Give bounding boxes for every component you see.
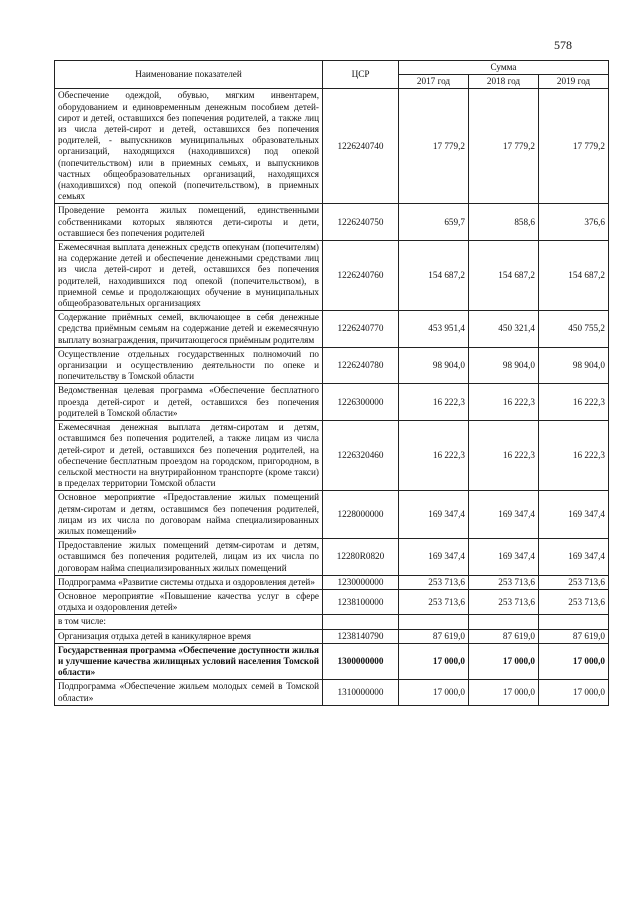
- row-value-2019: 16 222,3: [539, 384, 609, 421]
- row-name: Ведомственная целевая программа «Обеспечение бесплатного проезда детей-сирот и детей, оставшихся без попечения родителей в Томской области»: [55, 384, 323, 421]
- row-value-2018: 17 779,2: [469, 89, 539, 204]
- row-name: Ежемесячная денежная выплата детям-сиротам и детям, оставшимся без попечения родителей, а также лицам из числа детей-сирот и детей, оставшихся без попечения родителей, на обеспечение бесплатным проездом на городском, пригородном, в сельской местности на внутрирайонном транспорте (кроме такси) в пределах территории Томской области: [55, 421, 323, 491]
- row-value-2019: [539, 615, 609, 629]
- row-value-2019: 376,6: [539, 204, 609, 241]
- row-value-2017: 87 619,0: [399, 629, 469, 643]
- row-value-2018: 17 000,0: [469, 680, 539, 705]
- row-csr: 1228000000: [323, 491, 399, 539]
- row-csr: [323, 615, 399, 629]
- row-name: Содержание приёмных семей, включающее в себя денежные средства приёмным семьям на содержание детей и ежемесячную выплату вознаграждения, причитающегося приёмным родителям: [55, 311, 323, 348]
- row-csr: 1226240770: [323, 311, 399, 348]
- table-row: [55, 643, 609, 680]
- table-row: [55, 241, 609, 311]
- row-value-2017: 17 000,0: [399, 680, 469, 705]
- row-value-2017: 253 713,6: [399, 575, 469, 589]
- row-name: Обеспечение одеждой, обувью, мягким инвентарем, оборудованием и единовременным денежным пособием детей-сирот и детей, оставшихся без попечения родителей, а также лиц из числа детей-сирот и детей, оставшихся без попечения родителей, - выпускников муниципальных образовательных организаций, находящихся (находившихся) под опекой (попечительством) или в приемных семьях, и выпускников частных общеобразовательных организаций, находящихся (находившихся) под опекой (попечительством), в приемных семьях: [55, 89, 323, 204]
- row-value-2017: 453 951,4: [399, 311, 469, 348]
- table-row: [55, 384, 609, 421]
- row-value-2019: 253 713,6: [539, 589, 609, 614]
- row-value-2017: 17 000,0: [399, 643, 469, 680]
- row-value-2017: 169 347,4: [399, 491, 469, 539]
- row-csr: 1238100000: [323, 589, 399, 614]
- header-csr: ЦСР: [323, 61, 399, 89]
- row-value-2019: 17 000,0: [539, 643, 609, 680]
- row-value-2017: 253 713,6: [399, 589, 469, 614]
- row-name: Осуществление отдельных государственных полномочий по организации и осуществлению деятельности по опеке и попечительству в Томской области: [55, 347, 323, 384]
- header-name: Наименование показателей: [55, 61, 323, 89]
- row-name: Ежемесячная выплата денежных средств опекунам (попечителям) на содержание детей и обеспечение денежными средствами лиц из числа детей-сирот и детей, оставшихся без попечения родителей, находившихся под опекой (попечительством), в приемной семье и продолжающих обучение в муниципальных общеобразовательных организациях: [55, 241, 323, 311]
- page-number: 578: [554, 38, 572, 52]
- table-row: [55, 615, 609, 629]
- table-row: [55, 629, 609, 643]
- row-value-2019: 169 347,4: [539, 539, 609, 576]
- header-sum: Сумма: [399, 61, 609, 75]
- row-value-2018: 858,6: [469, 204, 539, 241]
- row-value-2019: 17 779,2: [539, 89, 609, 204]
- row-value-2018: 253 713,6: [469, 575, 539, 589]
- row-value-2018: 16 222,3: [469, 384, 539, 421]
- row-value-2018: [469, 615, 539, 629]
- row-value-2018: 253 713,6: [469, 589, 539, 614]
- table-row: [55, 539, 609, 576]
- row-value-2018: 450 321,4: [469, 311, 539, 348]
- table-body: [55, 89, 609, 705]
- row-value-2018: 17 000,0: [469, 643, 539, 680]
- table-row: [55, 421, 609, 491]
- row-value-2019: 17 000,0: [539, 680, 609, 705]
- row-value-2017: 154 687,2: [399, 241, 469, 311]
- row-csr: 12280R0820: [323, 539, 399, 576]
- row-name: Организация отдыха детей в каникулярное время: [55, 629, 323, 643]
- row-value-2017: 169 347,4: [399, 539, 469, 576]
- row-csr: 1230000000: [323, 575, 399, 589]
- row-csr: 1226300000: [323, 384, 399, 421]
- row-name: Проведение ремонта жилых помещений, единственными собственниками которых являются дети-сироты и дети, оставшиеся без попечения родителей: [55, 204, 323, 241]
- row-value-2018: 98 904,0: [469, 347, 539, 384]
- row-value-2017: 17 779,2: [399, 89, 469, 204]
- row-csr: 1300000000: [323, 643, 399, 680]
- row-value-2019: 98 904,0: [539, 347, 609, 384]
- row-csr: 1226240760: [323, 241, 399, 311]
- table-row: [55, 311, 609, 348]
- row-value-2017: 659,7: [399, 204, 469, 241]
- row-csr: 1226320460: [323, 421, 399, 491]
- table-row: [55, 589, 609, 614]
- table-row: [55, 89, 609, 204]
- row-csr: 1310000000: [323, 680, 399, 705]
- row-value-2019: 87 619,0: [539, 629, 609, 643]
- budget-table: [54, 60, 609, 706]
- row-csr: 1226240750: [323, 204, 399, 241]
- table-row: [55, 347, 609, 384]
- header-year-2019: 2019 год: [539, 75, 609, 89]
- row-csr: 1226240740: [323, 89, 399, 204]
- header-year-2017: 2017 год: [399, 75, 469, 89]
- row-name: Предоставление жилых помещений детям-сиротам и детям, оставшимся без попечения родителей, лицам из их числа по договорам найма специализированных жилых помещений: [55, 539, 323, 576]
- row-value-2018: 154 687,2: [469, 241, 539, 311]
- header-year-2018: 2018 год: [469, 75, 539, 89]
- row-value-2018: 16 222,3: [469, 421, 539, 491]
- row-name: Основное мероприятие «Предоставление жилых помещений детям-сиротам и детям, оставшимся без попечения родителей, лицам из их числа по договорам найма специализированных жилых помещений»: [55, 491, 323, 539]
- row-csr: 1226240780: [323, 347, 399, 384]
- row-name: Подпрограмма «Развитие системы отдыха и оздоровления детей»: [55, 575, 323, 589]
- row-value-2019: 169 347,4: [539, 491, 609, 539]
- table-row: [55, 491, 609, 539]
- table-row: [55, 680, 609, 705]
- table-row: [55, 204, 609, 241]
- row-csr: 1238140790: [323, 629, 399, 643]
- row-value-2017: 98 904,0: [399, 347, 469, 384]
- row-name: Основное мероприятие «Повышение качества услуг в сфере отдыха и оздоровления детей»: [55, 589, 323, 614]
- row-value-2018: 169 347,4: [469, 539, 539, 576]
- row-value-2019: 253 713,6: [539, 575, 609, 589]
- row-value-2018: 169 347,4: [469, 491, 539, 539]
- row-value-2017: 16 222,3: [399, 384, 469, 421]
- row-value-2019: 16 222,3: [539, 421, 609, 491]
- row-value-2018: 87 619,0: [469, 629, 539, 643]
- row-value-2019: 154 687,2: [539, 241, 609, 311]
- row-name: Государственная программа «Обеспечение доступности жилья и улучшение качества жилищных условий населения Томской области»: [55, 643, 323, 680]
- row-value-2019: 450 755,2: [539, 311, 609, 348]
- row-name: в том числе:: [55, 615, 323, 629]
- row-value-2017: 16 222,3: [399, 421, 469, 491]
- row-value-2017: [399, 615, 469, 629]
- table-row: [55, 575, 609, 589]
- row-name: Подпрограмма «Обеспечение жильем молодых семей в Томской области»: [55, 680, 323, 705]
